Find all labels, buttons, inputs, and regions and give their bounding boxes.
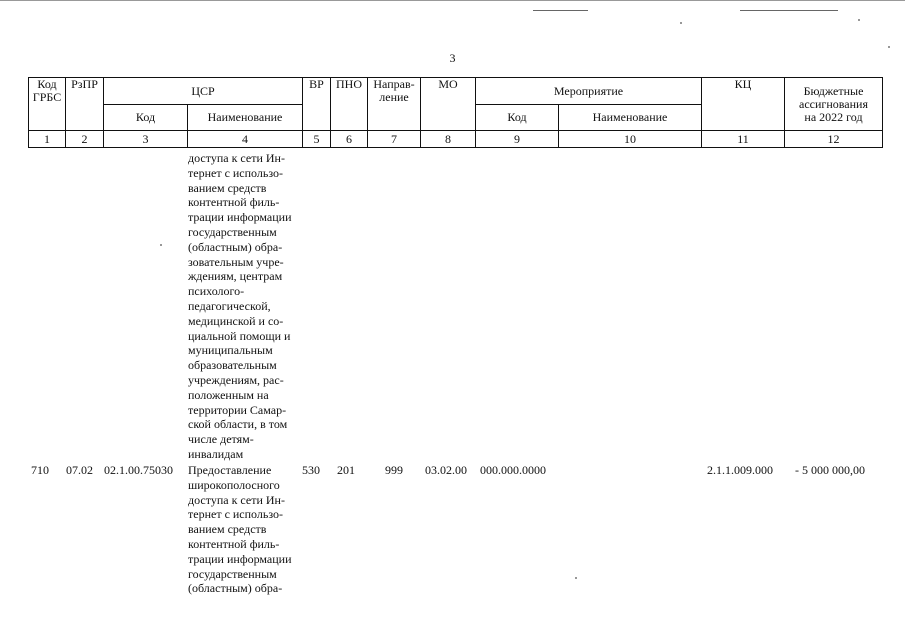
scan-artifact-line [0,0,905,1]
page-number: 3 [449,51,456,65]
column-number: 7 [368,131,421,148]
column-number: 1 [29,131,66,148]
text-line: территории Самар- [188,402,287,417]
text-line: (областным) обра- [188,239,283,254]
text-line: государственным [188,224,277,239]
row-grbs: 710 [31,463,49,477]
header-grbs: Код ГРБС [29,78,66,131]
budget-table-header [28,77,883,148]
scan-speck [680,22,682,24]
text-line: трации информации [188,210,292,225]
header-vr: ВР [303,78,331,131]
column-number: 4 [188,131,303,148]
text-line: трации информации [188,551,292,566]
header-budget: Бюджетные ассигнования на 2022 год [785,78,883,131]
row-event-code: 000.000.0000 [480,463,546,477]
header-event: Мероприятие [476,78,702,105]
text-line: образовательным [188,358,277,373]
column-number: 11 [702,131,785,148]
row-csr-code: 02.1.00.75030 [104,463,173,477]
header-csr-name: Наименование [188,105,303,131]
text-line: зовательным учре- [188,254,284,269]
text-line: доступа к сети Ин- [188,492,285,507]
header-event-code: Код [476,105,559,131]
text-line: ждениям, центрам [188,269,283,284]
header-mo: МО [421,78,476,131]
text-line: широкополосного [188,477,280,492]
column-number: 5 [303,131,331,148]
scan-artifact-line [740,10,838,11]
header-csr: ЦСР [104,78,303,105]
text-line: учреждениям, рас- [188,372,284,387]
row-rzpr: 07.02 [66,463,93,477]
text-line: ской области, в том [188,417,288,432]
row-kc: 2.1.1.009.000 [707,463,773,477]
text-line: тернет с использо- [188,165,284,180]
header-event-name: Наименование [559,105,702,131]
row-mo: 03.02.00 [425,463,467,477]
header-csr-code: Код [104,105,188,131]
column-number: 9 [476,131,559,148]
text-line: контентной филь- [188,195,280,210]
column-number: 10 [559,131,702,148]
row-amount: - 5 000 000,00 [795,463,865,477]
text-line: педагогической, [188,298,271,313]
column-number: 8 [421,131,476,148]
text-line: Предоставление [188,463,272,477]
text-line: тернет с использо- [188,507,284,522]
text-line: положенным на [188,387,269,402]
header-kc: КЦ [702,78,785,131]
text-line: числе детям- [188,432,254,447]
header-rzpr: РзПР [66,78,104,131]
text-line: циальной помощи и [188,328,291,343]
text-line: медицинской и со- [188,313,284,328]
column-number: 12 [785,131,883,148]
row-pno: 201 [337,463,355,477]
column-number: 3 [104,131,188,148]
text-line: ванием средств [188,180,267,195]
text-line: доступа к сети Ин- [188,151,285,165]
scan-speck [888,46,890,48]
scan-artifact-line [533,10,588,11]
scan-speck [160,244,162,246]
text-line: контентной филь- [188,536,280,551]
scan-speck [575,577,577,579]
row-direction: 999 [385,463,403,477]
scan-speck [858,19,860,21]
continued-csr-name [188,151,299,462]
column-number: 2 [66,131,104,148]
row-vr: 530 [302,463,320,477]
header-pno: ПНО [331,78,368,131]
text-line: муниципальным [188,343,273,358]
text-line: ванием средств [188,522,267,537]
row-csr-name [188,463,299,596]
text-line: психолого- [188,284,245,299]
text-line: государственным [188,566,277,581]
text-line: инвалидам [188,446,244,461]
header-direction: Направ- ление [368,78,421,131]
text-line: (областным) обра- [188,581,283,596]
column-number: 6 [331,131,368,148]
